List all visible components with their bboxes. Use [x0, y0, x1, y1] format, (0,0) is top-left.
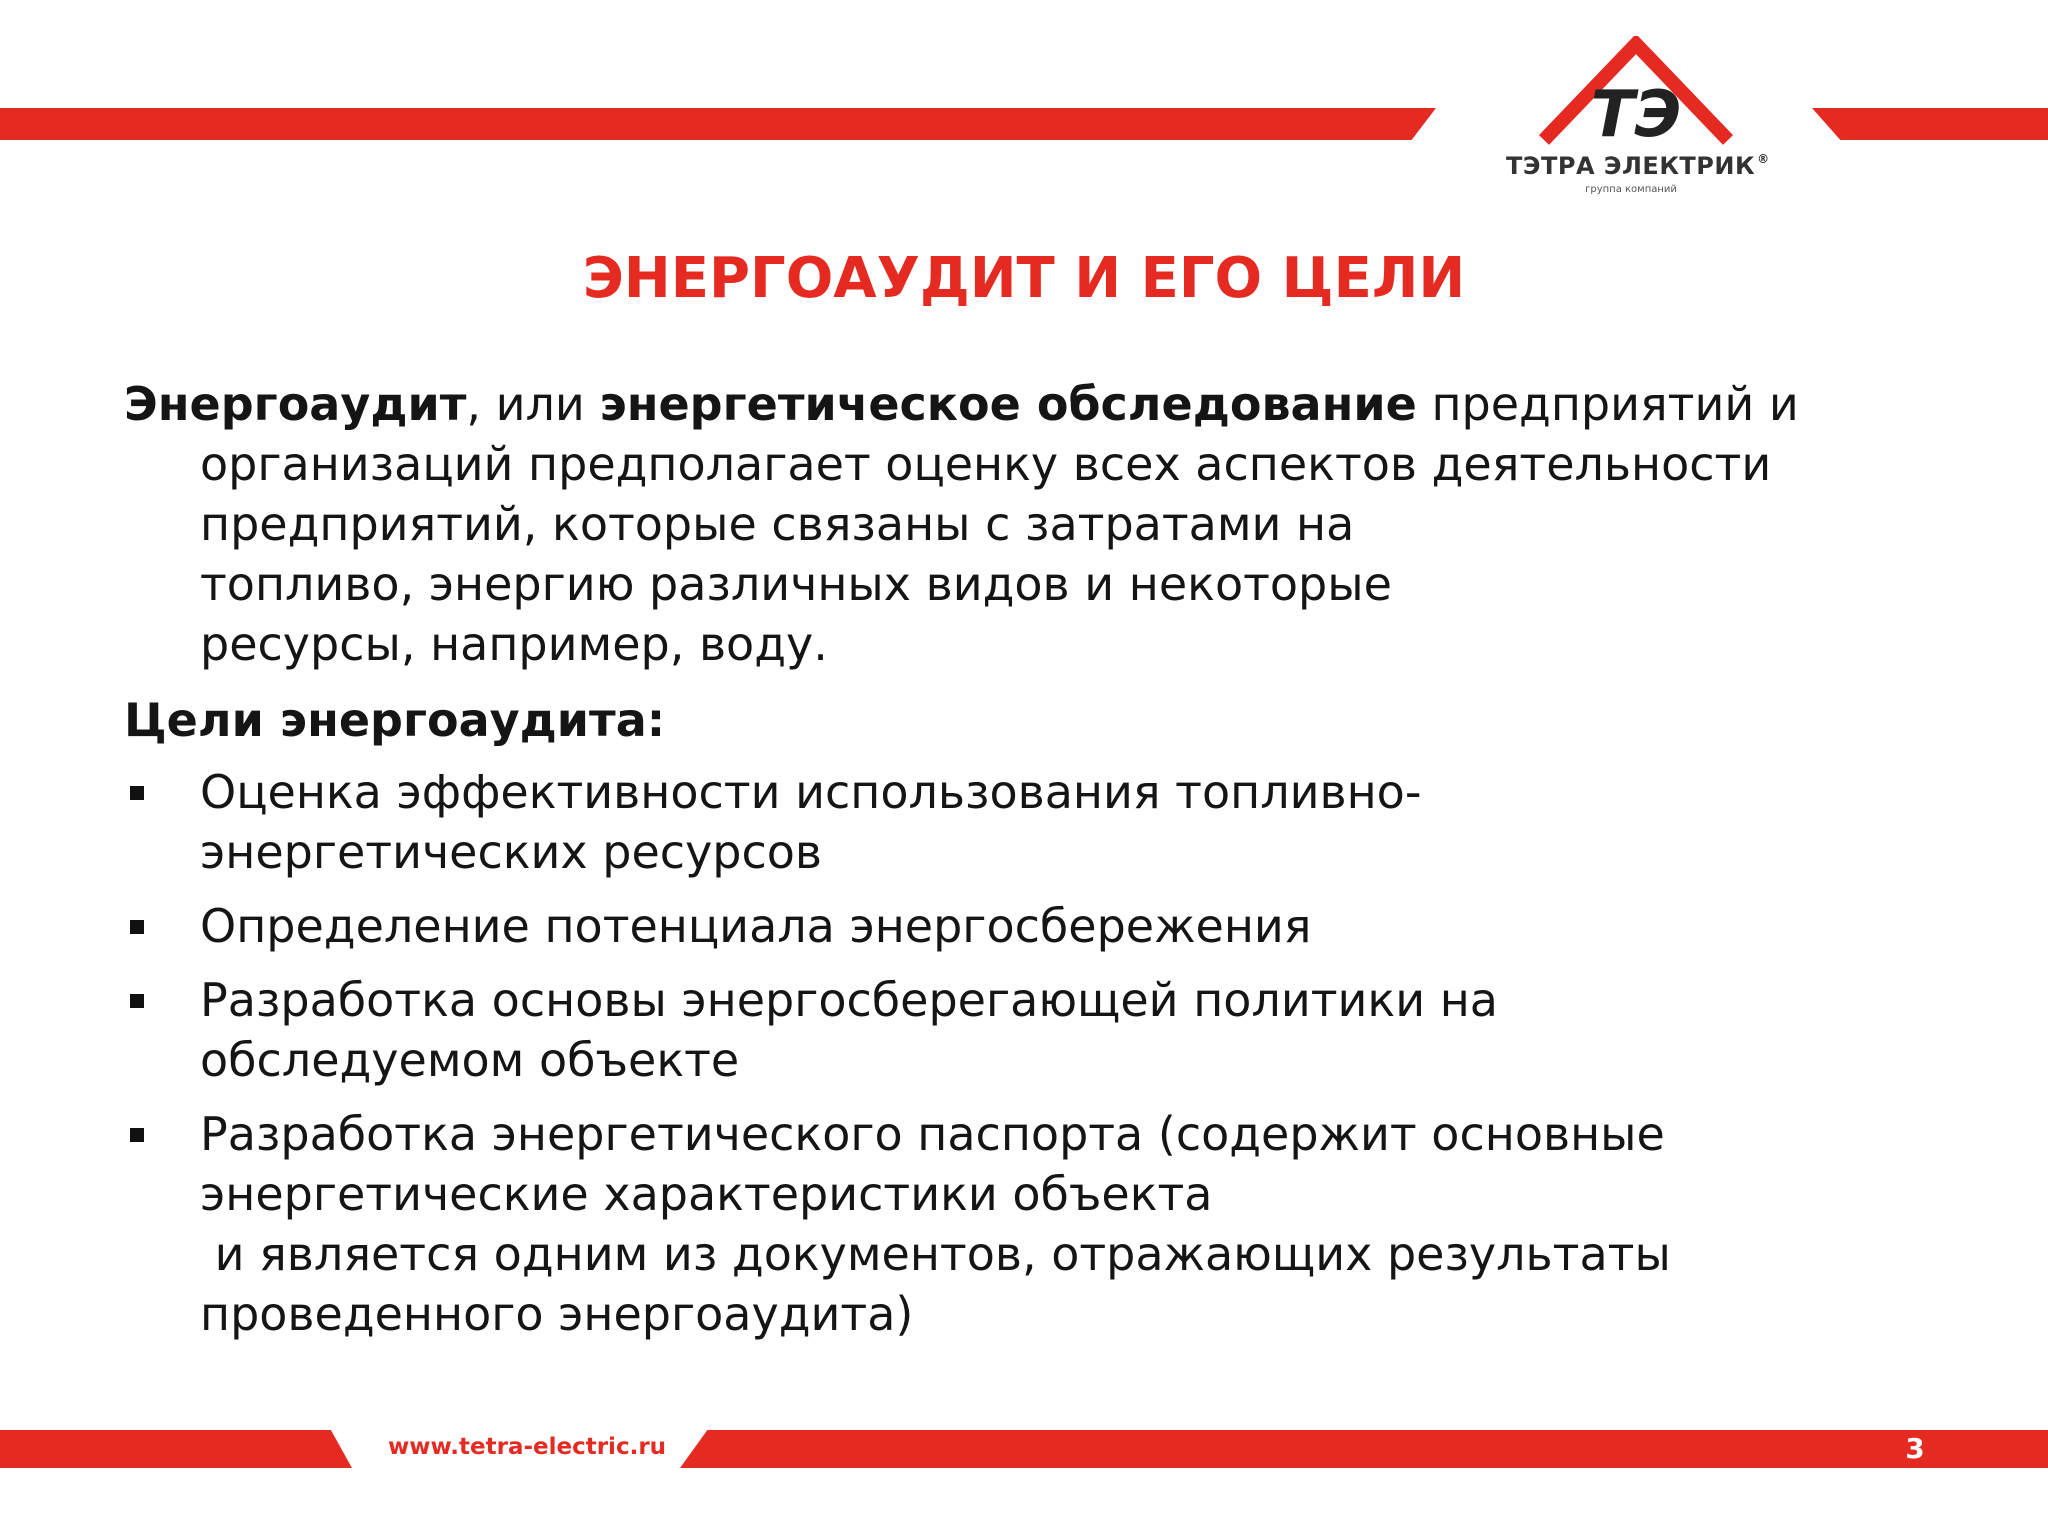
goal-4-line-1: Разработка энергетического паспорта (содержит основные — [200, 1107, 1665, 1161]
top-band-left — [0, 108, 1436, 140]
intro-term-energy-survey: энергетическое обследование — [599, 377, 1417, 431]
intro-continuation-4: ресурсы, например, воду. — [200, 617, 828, 671]
square-bullet-icon — [130, 994, 144, 1008]
top-band-right — [1812, 108, 2048, 140]
goal-item-3 — [124, 970, 2004, 1090]
company-logo — [1506, 36, 1766, 206]
website-link[interactable]: www.tetra-electric.ru — [388, 1434, 667, 1460]
square-bullet-icon — [130, 1128, 144, 1142]
logo-company-name — [1506, 152, 1770, 180]
page-number: 3 — [1905, 1432, 1925, 1465]
goal-item-2 — [124, 896, 2004, 956]
goal-4-line-3: и является одним из документов, отражающих результаты — [200, 1227, 1671, 1281]
intro-continuation-2: предприятий, которые связаны с затратами на — [200, 497, 1355, 551]
goal-item-4 — [124, 1104, 2004, 1344]
slide-title: ЭНЕРГОАУДИТ И ЕГО ЦЕЛИ — [582, 246, 1466, 311]
intro-continuation-3: топливо, энергию различных видов и некоторые — [200, 557, 1392, 611]
goal-2-line-1: Определение потенциала энергосбережения — [200, 899, 1312, 953]
goal-3-line-2: обследуемом объекте — [200, 1033, 740, 1087]
intro-separator: , или — [466, 377, 600, 431]
square-bullet-icon — [130, 786, 144, 800]
bottom-band-right — [680, 1430, 2048, 1468]
bottom-band-left — [0, 1430, 352, 1468]
intro-paragraph — [124, 374, 2004, 674]
goal-4-line-2: энергетические характеристики объекта — [200, 1167, 1213, 1221]
goal-3-line-1: Разработка основы энергосберегающей политики на — [200, 973, 1498, 1027]
logo-name-text: ТЭТРА ЭЛЕКТРИК — [1506, 152, 1756, 180]
logo-subtitle: группа компаний — [1585, 184, 1677, 195]
goals-heading: Цели энергоаудита: — [124, 693, 666, 747]
goals-list — [124, 762, 2004, 1358]
logo-mark: ТЭ — [1590, 78, 1682, 152]
intro-continuation-1: организаций предполагает оценку всех аспектов деятельности — [200, 437, 1772, 491]
goal-1-line-1: Оценка эффективности использования топливно- — [200, 765, 1422, 819]
goal-1-line-2: энергетических ресурсов — [200, 825, 823, 879]
intro-line1-rest: предприятий и — [1416, 377, 1799, 431]
goal-4-line-4: проведенного энергоаудита) — [200, 1287, 914, 1341]
registered-mark: ® — [1757, 152, 1770, 166]
intro-line-1 — [124, 374, 2004, 434]
goal-item-1 — [124, 762, 2004, 882]
intro-term-energy-audit: Энергоаудит — [124, 377, 467, 431]
square-bullet-icon — [130, 920, 144, 934]
